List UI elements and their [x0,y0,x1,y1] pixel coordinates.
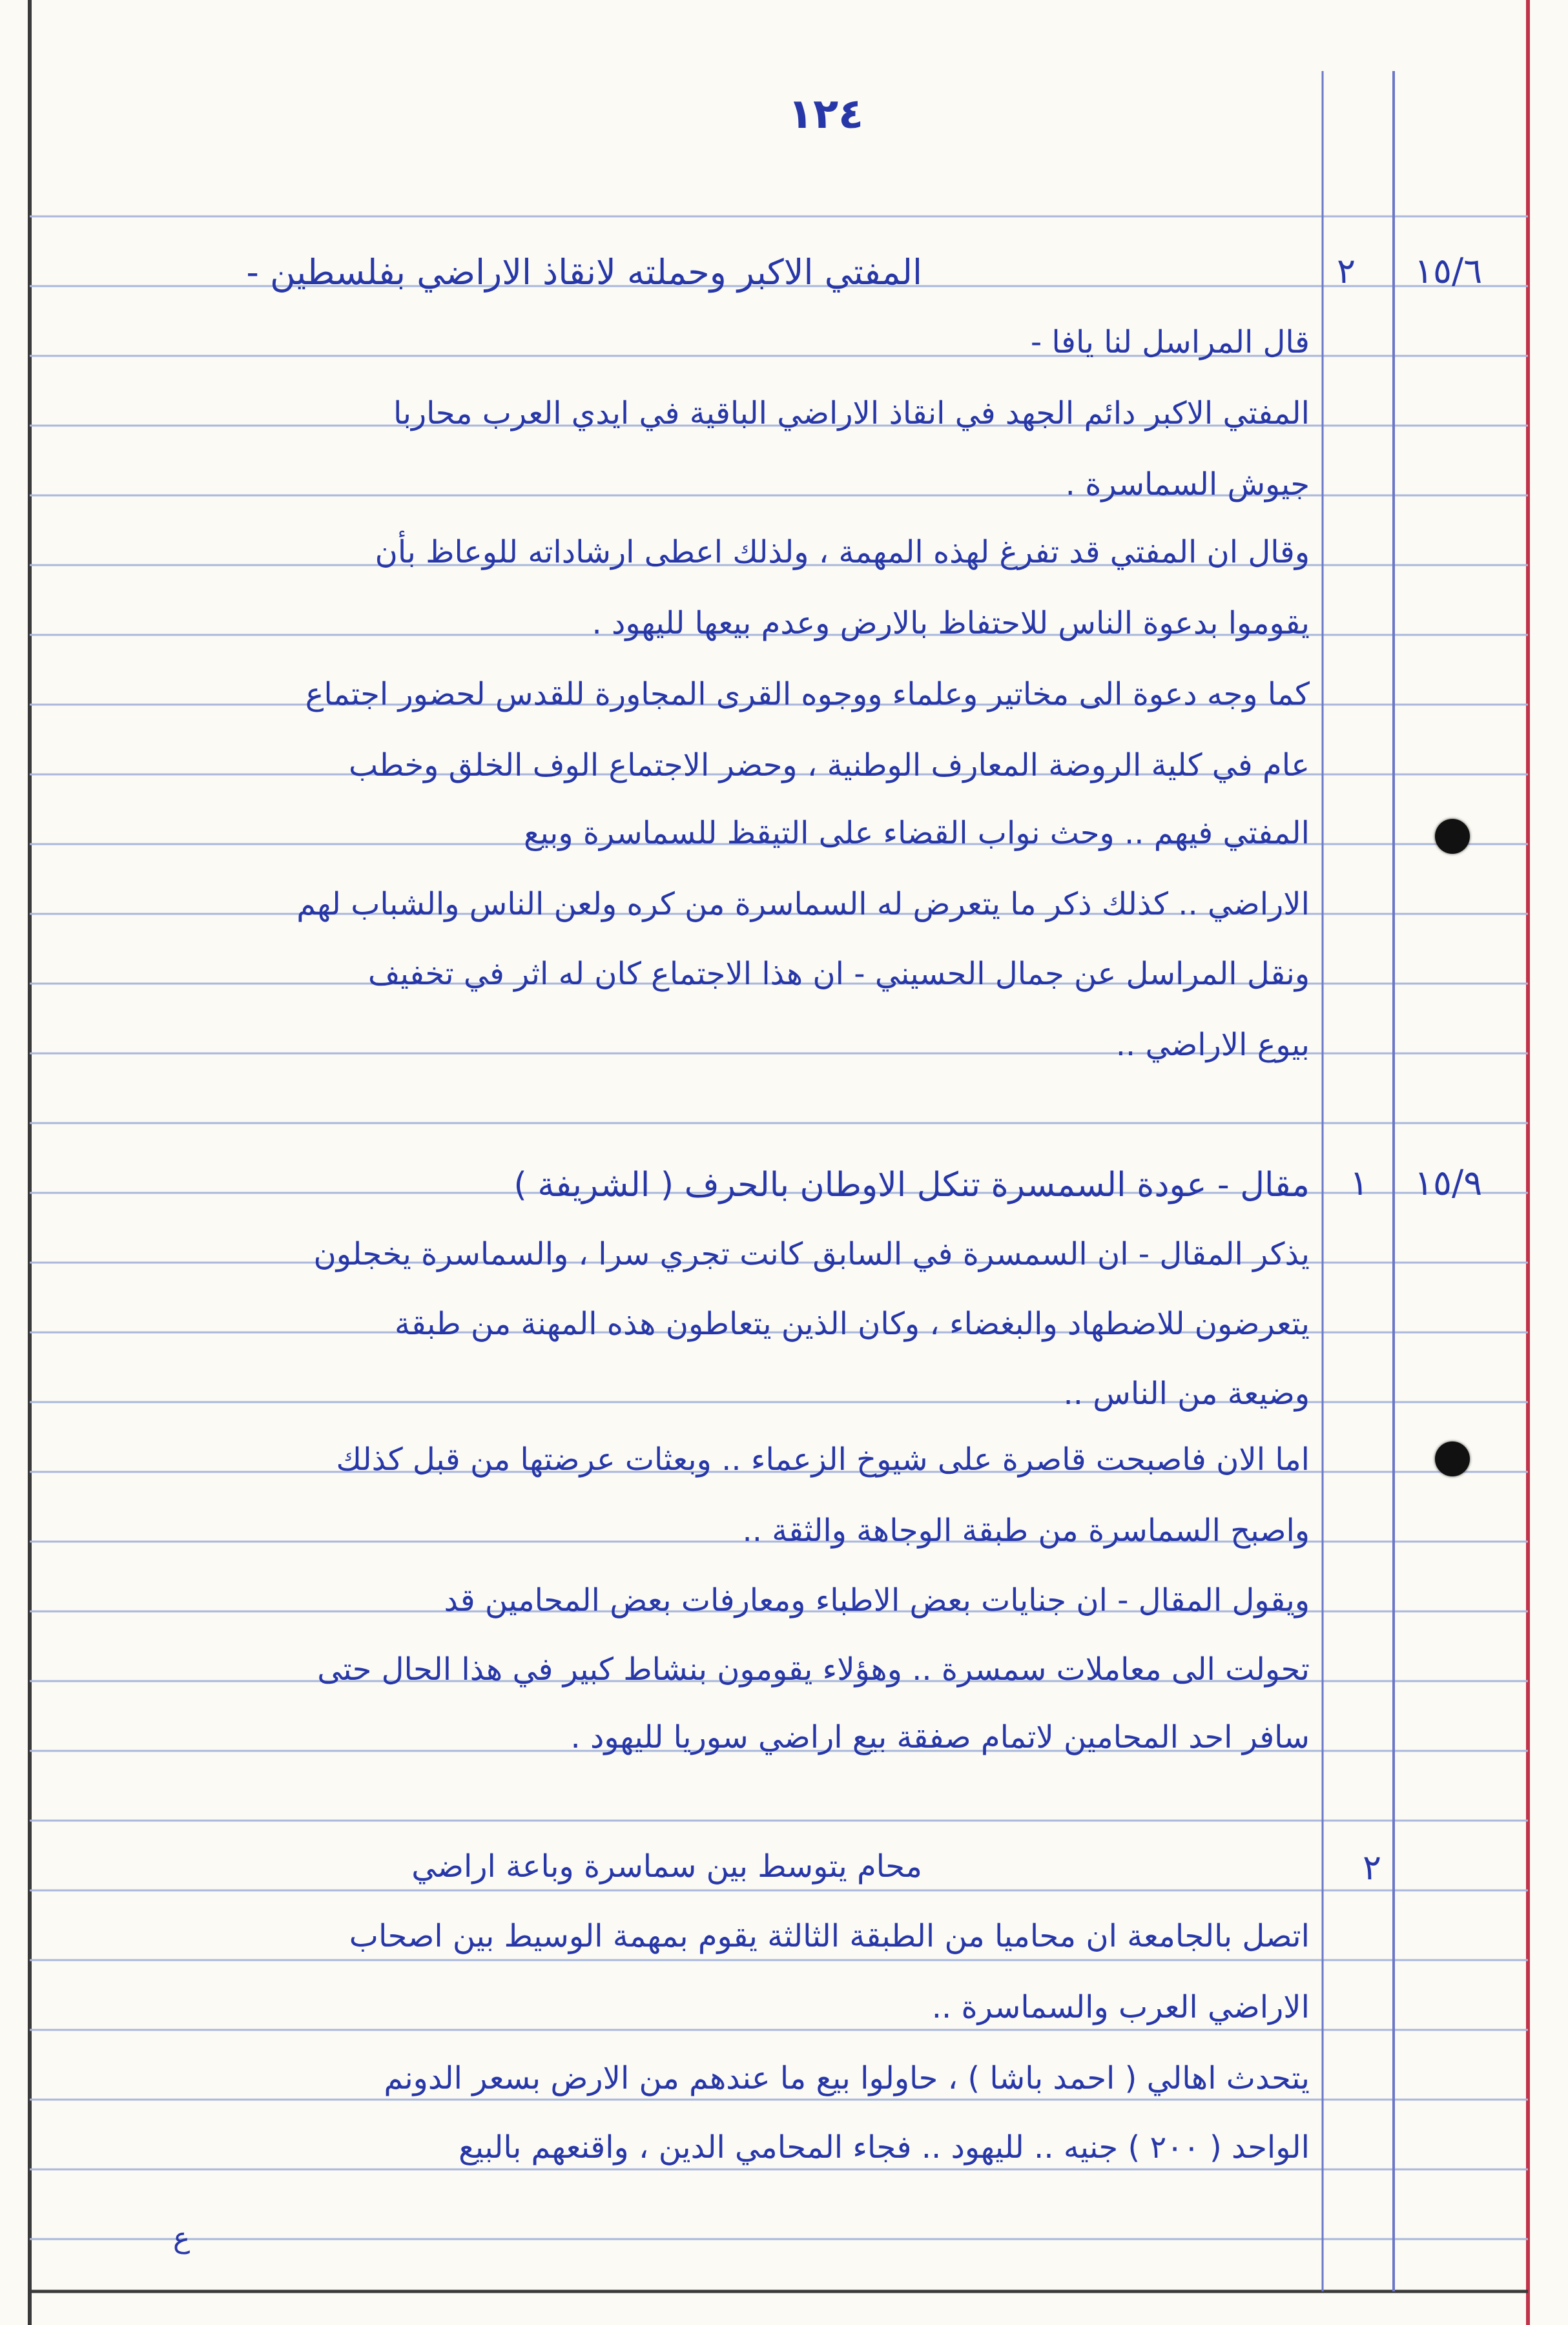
entry-3-index: ٢ [1363,1847,1382,1888]
entry-1-line-4: جيوش السماسرة . [1065,466,1310,502]
entry-2-line-5: اما الان فاصبحت قاصرة على شيوخ الزعماء .. وبعثات عرضتها من قبل كذلك [336,1442,1310,1478]
entry-3-line-2: اتصل بالجامعة ان محاميا من الطبقة الثالثة يقوم بمهمة الوسيط بين اصحاب [349,1918,1310,1954]
entry-1-index: ٢ [1337,251,1356,291]
entry-1-line-12: بيوع الاراضي .. [1115,1027,1310,1063]
entry-1-line-5: وقال ان المفتي قد تفرغ لهذه المهمة ، ولذلك اعطى ارشاداته للوعاظ بأن [375,534,1310,570]
entry-3-line-3: الاراضي العرب والسماسرة .. [931,1989,1310,2025]
entry-2-line-2: يذكر المقال - ان السمسرة في السابق كانت تجري سرا ، والسماسرة يخجلون [313,1236,1310,1272]
punch-hole-lower [1435,1442,1470,1476]
entry-2-line-1: مقال - عودة السمسرة تنكل الاوطان بالحرف ( الشريفة ) [513,1166,1310,1204]
entry-3-line-1: محام يتوسط بين سماسرة وباعة اراضي [411,1848,922,1885]
entry-2-date: ١٥/٩ [1414,1162,1483,1203]
entry-1-date: ١٥/٦ [1414,251,1483,291]
entry-2-line-3: يتعرضون للاضطهاد والبغضاء ، وكان الذين يتعاطون هذه المهنة من طبقة [395,1306,1310,1342]
entry-1-line-8: عام في كلية الروضة المعارف الوطنية ، وحضر الاجتماع الوف الخلق وخطب [348,747,1310,783]
entry-2-line-4: وضيعة من الناس .. [1063,1376,1310,1412]
entry-2-line-9: سافر احد المحامين لاتمام صفقة بيع اراضي سوريا لليهود . [570,1719,1310,1755]
entry-2-line-8: تحولت الى معاملات سمسرة .. وهؤلاء يقومون بنشاط كبير في هذا الحال حتى [317,1651,1310,1688]
entry-1-line-11: ونقل المراسل عن جمال الحسيني - ان هذا الاجتماع كان له اثر في تخفيف [367,956,1310,992]
entry-2-line-7: ويقول المقال - ان جنايات بعض الاطباء ومعارفات بعض المحامين قد [444,1582,1310,1618]
entry-1-line-10: الاراضي .. كذلك ذكر ما يتعرض له السماسرة من كره ولعن الناس والشباب لهم [296,886,1310,922]
entry-1-line-2: قال المراسل لنا يافا - [1030,324,1310,360]
punch-hole-upper [1435,819,1470,854]
footer-mark: ع [173,2222,191,2255]
entry-2-index: ١ [1350,1162,1369,1203]
entry-1-line-3: المفتي الاكبر دائم الجهد في انقاذ الاراضي الباقية في ايدي العرب محاربا [393,395,1310,431]
page-number: ١٢٤ [788,90,864,138]
entry-1-line-1: المفتي الاكبر وحملته لانقاذ الاراضي بفلسطين - [246,252,922,293]
entry-1-line-7: كما وجه دعوة الى مخاتير وعلماء ووجوه القرى المجاورة للقدس لحضور اجتماع [305,676,1310,712]
entry-3-line-5: الواحد ( ٢٠٠ ) جنيه .. لليهود .. فجاء المحامي الدين ، واقنعهم بالبيع [459,2129,1310,2165]
entry-1-line-6: يقوموا بدعوة الناس للاحتفاظ بالارض وعدم بيعها لليهود . [592,605,1310,641]
entry-3-line-4: يتحدث اهالي ( احمد باشا ) ، حاولوا بيع ما عندهم من الارض بسعر الدونم [384,2060,1310,2096]
entry-1-line-9: المفتي فيهم .. وحث نواب القضاء على التيقظ للسماسرة وبيع [524,815,1310,851]
entry-2-line-6: واصبح السماسرة من طبقة الوجاهة والثقة .. [742,1513,1310,1549]
